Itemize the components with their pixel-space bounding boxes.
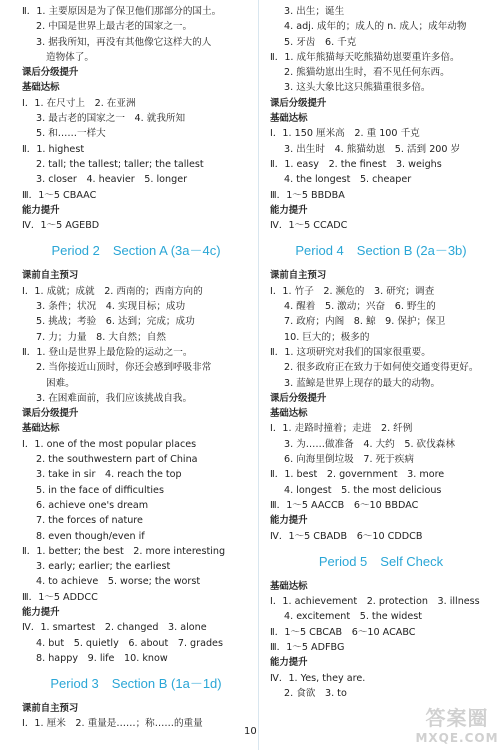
section-heading: 课后分级提升 — [22, 67, 79, 79]
period-heading — [270, 547, 492, 577]
answer-line: 10. 巨大的；极多的 — [284, 331, 370, 343]
answer-item: Ⅰ．1. 竹子 2. 濒危的 3. 研究；调查 — [270, 285, 435, 297]
answer-item: Ⅳ．1～5 CBADB 6～10 CDDCB — [270, 530, 423, 542]
period-heading-text: Period 3 Section B (1a－1d) — [50, 676, 222, 692]
answer-line: 3. take in sir 4. reach the top — [36, 469, 182, 481]
answer-item: Ⅱ．1. 登山是世界上最危险的运动之一。 — [22, 346, 193, 358]
answer-item: Ⅰ．1. 150 厘米高 2. 重 100 千克 — [270, 128, 420, 140]
period-heading-text: Period 2 Section A (3a－4c) — [51, 243, 221, 259]
answer-line: 7. 力；力量 8. 大自然；自然 — [36, 331, 166, 343]
answer-item: Ⅰ．1. 走路时撞着；走进 2. 纤例 — [270, 423, 413, 435]
answer-line: 3. 出生时 4. 熊猫幼崽 5. 活到 200 岁 — [284, 143, 461, 155]
answer-item: Ⅳ．1～5 CCADC — [270, 220, 348, 232]
answer-item: Ⅲ．1～5 CBAAC — [22, 189, 97, 201]
answer-item: Ⅱ．1. 成年熊猫每天吃熊猫幼崽要重许多倍。 — [270, 51, 460, 63]
answer-line: 2. 当你接近山顶时，你还会感到呼吸非常 — [36, 362, 212, 374]
answer-line: 3. 在困难面前，我们应该挑战自我。 — [36, 392, 193, 404]
answer-line: 3. 为……做准备 4. 大约 5. 砍伐森林 — [284, 438, 455, 450]
answer-line: 4. 醒着 5. 激动；兴奋 6. 野生的 — [284, 301, 436, 313]
section-heading: 能力提升 — [22, 204, 60, 216]
section-heading: 能力提升 — [270, 657, 308, 669]
answer-line: 6. achieve one's dream — [36, 499, 149, 511]
column-divider — [258, 0, 259, 750]
answer-item: Ⅳ．1. smartest 2. changed 3. alone — [22, 622, 207, 634]
answer-item: Ⅰ．1. achievement 2. protection 3. illness — [270, 596, 480, 608]
answer-line: 3. 蓝鲸是世界上现存的最大的动物。 — [284, 377, 441, 389]
answer-line: 7. 政府；内阁 8. 鲸 9. 保护；保卫 — [284, 316, 446, 328]
answer-line: 4. adj. 成年的；成人的 n. 成人；成年动物 — [284, 21, 467, 33]
answer-line: 3. early; earlier; the earliest — [36, 561, 171, 573]
answer-item: Ⅱ．1. 这项研究对我们的国家很重要。 — [270, 346, 431, 358]
answer-item: Ⅲ．1～5 ADFBG — [270, 641, 345, 653]
section-heading: 课后分级提升 — [22, 408, 79, 420]
answer-item: Ⅲ．1～5 BBDBA — [270, 189, 345, 201]
left-column — [22, 4, 250, 732]
answer-line: 2. 熊猫幼崽出生时，看不见任何东西。 — [284, 67, 450, 79]
answer-line: 2. 很多政府正在致力于如何使交通变得更好。 — [284, 362, 479, 374]
answer-line: 3. 据我所知，再没有其他像它这样大的人 — [36, 36, 212, 48]
answer-line-continued: 困难。 — [46, 377, 75, 389]
answer-line: 3. closer 4. heavier 5. longer — [36, 174, 188, 186]
section-heading: 基础达标 — [270, 580, 308, 592]
answer-item: Ⅳ．1～5 AGEBD — [22, 220, 100, 232]
answer-line: 4. excitement 5. the widest — [284, 611, 422, 623]
answer-item: Ⅲ．1～5 ADDCC — [22, 591, 98, 603]
watermark-bottom-text: MXQE.COM — [415, 730, 499, 745]
section-heading: 能力提升 — [22, 606, 60, 618]
period-heading-text: Period 5 Self Check — [318, 553, 444, 569]
answer-line: 5. in the face of difficulties — [36, 484, 164, 496]
answer-line: 4. longest 5. the most delicious — [284, 484, 442, 496]
section-heading: 基础达标 — [22, 82, 60, 94]
answer-line: 3. 这头大象比这只熊猫重很多倍。 — [284, 82, 431, 94]
answer-item: Ⅰ．1. 厘米 2. 重量是……；称……的重量 — [22, 718, 203, 730]
answer-item: Ⅳ．1. Yes, they are. — [270, 672, 366, 684]
answer-item: Ⅱ．1. 主要原因是为了保卫他们那部分的国土。 — [22, 6, 222, 17]
section-heading: 课前自主预习 — [22, 270, 79, 282]
right-column — [270, 4, 492, 701]
answer-item: Ⅱ．1. best 2. government 3. more — [270, 469, 445, 481]
answer-line: 3. 最古老的国家之一 4. 就我所知 — [36, 113, 186, 125]
answer-line: 2. tall; the tallest; taller; the tallest — [36, 158, 204, 170]
section-heading: 课前自主预习 — [22, 703, 79, 715]
period-heading-text: Period 4 Section B (2a－3b) — [295, 243, 467, 259]
answer-item: Ⅱ．1. easy 2. the finest 3. weighs — [270, 158, 442, 170]
answer-line: 2. the southwestern part of China — [36, 454, 198, 466]
answer-line: 2. 食欲 3. to — [284, 687, 347, 699]
answer-line: 3. 条件；状况 4. 实现目标；成功 — [36, 301, 186, 313]
answer-line: 8. even though/even if — [36, 530, 145, 542]
answer-line: 3. 出生；诞生 — [284, 6, 345, 17]
answer-item: Ⅱ．1～5 CBCAB 6～10 ACABC — [270, 626, 416, 638]
section-heading: 能力提升 — [270, 204, 308, 216]
page-number: 10 — [244, 726, 257, 737]
section-heading: 课后分级提升 — [270, 392, 327, 404]
answer-line: 8. happy 9. life 10. know — [36, 652, 168, 664]
answer-item: Ⅱ．1. better; the best 2. more interesting — [22, 545, 226, 557]
answer-line: 5. 挑战；考验 6. 达到；完成；成功 — [36, 316, 195, 328]
answer-line: 5. 和……一样大 — [36, 128, 106, 140]
period-heading — [22, 669, 250, 699]
section-heading: 基础达标 — [22, 423, 60, 435]
period-heading — [22, 236, 250, 266]
answer-line: 7. the forces of nature — [36, 515, 143, 527]
answer-item: Ⅰ．1. 在尺寸上 2. 在亚洲 — [22, 97, 136, 109]
section-heading: 课前自主预习 — [270, 270, 327, 282]
section-heading: 能力提升 — [270, 515, 308, 527]
answer-item: Ⅲ．1～5 AACCB 6～10 BBDAC — [270, 499, 419, 511]
answer-line: 2. 中国是世界上最古老的国家之一。 — [36, 21, 193, 33]
section-heading: 课后分级提升 — [270, 97, 327, 109]
section-heading: 基础达标 — [270, 408, 308, 420]
answer-line: 4. but 5. quietly 6. about 7. grades — [36, 637, 223, 649]
answer-line: 4. to achieve 5. worse; the worst — [36, 576, 201, 588]
answer-item: Ⅰ．1. one of the most popular places — [22, 438, 197, 450]
watermark-logo — [415, 700, 499, 746]
answer-item: Ⅰ．1. 成就；成就 2. 西南的；西南方向的 — [22, 285, 203, 297]
watermark-top-text: 答案圈 — [425, 705, 489, 730]
section-heading: 基础达标 — [270, 113, 308, 125]
answer-line: 5. 牙齿 6. 千克 — [284, 36, 357, 48]
answer-line: 6. 向海里倒垃圾 7. 死于疾病 — [284, 454, 414, 466]
answer-line: 4. the longest 5. cheaper — [284, 174, 412, 186]
answer-item: Ⅱ．1. highest — [22, 143, 85, 155]
answer-line-continued: 造物体了。 — [46, 51, 94, 63]
period-heading — [270, 236, 492, 266]
